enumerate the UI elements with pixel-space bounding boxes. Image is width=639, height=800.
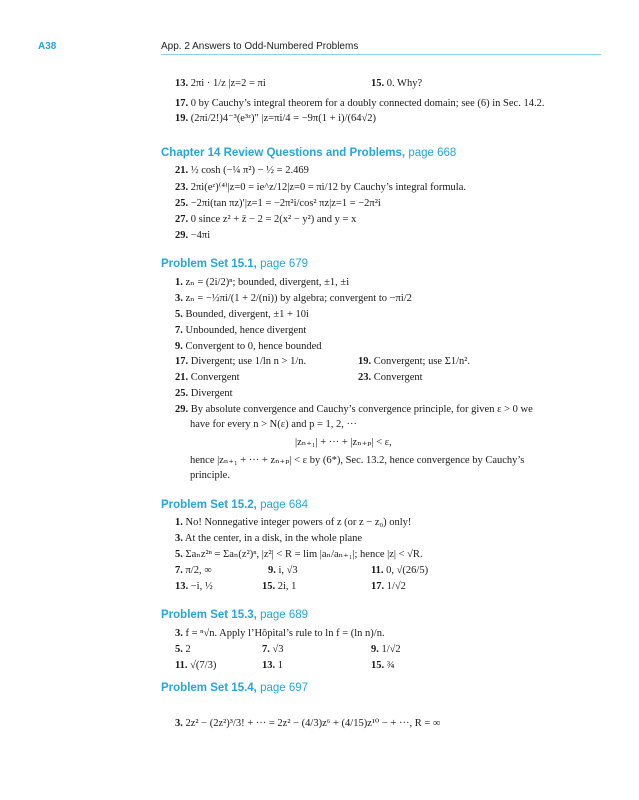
answer-13: 13. 1 [262, 660, 283, 671]
answer-25: 25. −2πi(tan πz)′|z=1 = −2π²i/cos² πz|z=1 = −2π²i [175, 198, 381, 209]
answer-17: 17. 0 by Cauchy’s integral theorem for a doubly connected domain; see (6) in Sec. 14.2. [175, 98, 545, 109]
answer-7: 7. Unbounded, hence divergent [175, 325, 307, 336]
answer-23: 23. 2πi(eᶻ)⁽⁴⁾|z=0 = ie^z/12|z=0 = πi/12 by Cauchy’s integral formula. [175, 182, 467, 193]
answer-5: 5. Σaₙz²ⁿ = Σaₙ(z²)ⁿ, |z²| < R = lim |aₙ/aₙ₊₁|; hence |z| < √R. [175, 549, 423, 560]
answer-5: 5. Bounded, divergent, ±1 + 10i [175, 309, 309, 320]
answer-9: 9. Convergent to 0, hence bounded [175, 341, 322, 352]
answer-3: 3. f = ⁿ√n. Apply l’Hôpital’s rule to ln f = (ln n)/n. [175, 628, 385, 639]
answer-15: 15. 0. Why? [371, 78, 423, 89]
answer-29: 29. −4πi [175, 230, 211, 241]
section-heading: Chapter 14 Review Questions and Problems, page 668 [161, 147, 457, 159]
answer-29: 29. By absolute convergence and Cauchy’s convergence principle, for given ε > 0 we [175, 404, 533, 415]
header-rule [161, 54, 601, 55]
answer-7: 7. π/2, ∞ [175, 565, 212, 576]
answer-3: 3. At the center, in a disk, in the whole plane [175, 533, 363, 544]
answer-11: 11. √(7/3) [175, 660, 217, 671]
answer-19: 19. Convergent; use Σ1/n². [358, 356, 471, 367]
answer-3: 3. 2z² − (2z²)³/3! + ··· = 2z² − (4/3)z⁶ + (4/15)z¹⁰ − + ···, R = ∞ [175, 718, 441, 729]
answer-11: 11. 0, √(26/5) [371, 565, 429, 576]
answer-17: 17. Divergent; use 1/ln n > 1/n. [175, 356, 307, 367]
answer-15: 15. ¾ [371, 660, 395, 671]
answer-21: 21. ½ cosh (−¼ π²) − ½ = 2.469 [175, 165, 309, 176]
answer-17: 17. 1/√2 [371, 581, 406, 592]
answer-29-cont: have for every n > N(ε) and p = 1, 2, ··· [190, 419, 357, 430]
answer-9: 9. i, √3 [268, 565, 298, 576]
answer-15: 15. 2i, 1 [262, 581, 297, 592]
answer-9: 9. 1/√2 [371, 644, 401, 655]
section-heading: Problem Set 15.1, page 679 [161, 258, 309, 270]
running-title: App. 2 Answers to Odd-Numbered Problems [161, 41, 359, 52]
answer-3: 3. zₙ = −½πi/(1 + 2/(ni)) by algebra; convergent to −πi/2 [175, 293, 412, 304]
answer-13: 13. 2πi · 1/z |z=2 = πi [175, 78, 266, 89]
answer-7: 7. √3 [262, 644, 284, 655]
page-number: A38 [38, 41, 57, 52]
answer-29-cont: hence |zₙ₊₁ + ··· + zₙ₊ₚ| < ε by (6*), Sec. 13.2, hence convergence by Cauchy’s [190, 455, 525, 466]
section-heading: Problem Set 15.4, page 697 [161, 682, 309, 694]
answer-23: 23. Convergent [358, 372, 423, 383]
answer-21: 21. Convergent [175, 372, 240, 383]
answer-19: 19. (2πi/2!)4⁻³(e³ᶻ)″ |z=πi/4 = −9π(1 + i)/(64√2) [175, 113, 376, 124]
answer-5: 5. 2 [175, 644, 191, 655]
answer-13: 13. −i, ½ [175, 581, 213, 592]
answer-25: 25. Divergent [175, 388, 233, 399]
answer-29-cont: principle. [190, 470, 230, 481]
answer-1: 1. zₙ = (2i/2)ⁿ; bounded, divergent, ±1, ±i [175, 277, 350, 288]
answer-27: 27. 0 since z² + z̄ − 2 = 2(x² − y²) and y = x [175, 214, 357, 225]
section-heading: Problem Set 15.2, page 684 [161, 499, 309, 511]
section-heading: Problem Set 15.3, page 689 [161, 609, 309, 621]
answer-1: 1. No! Nonnegative integer powers of z (or z − z₀) only! [175, 517, 412, 528]
answer-29-formula: |zₙ₊₁| + ··· + |zₙ₊ₚ| < ε, [295, 437, 392, 448]
